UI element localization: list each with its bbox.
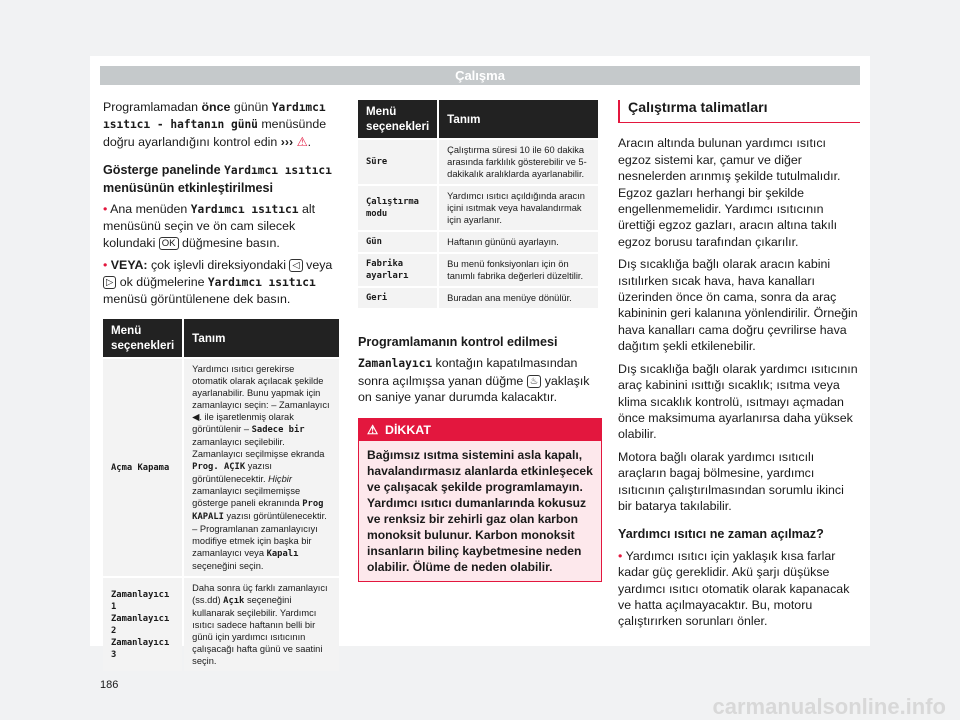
watermark: carmanualsonline.info (712, 694, 946, 719)
right-arrow-key-icon: ▷ (103, 276, 116, 289)
table-row: Çalıştırma modu Yardımcı ısıtıcı açıldığında aracın içini ısıtmak veya havalandırmak için ayarlanır. (358, 186, 598, 230)
check-heading: Programlamanın kontrol edilmesi (358, 335, 558, 349)
menu-options-table (101, 317, 341, 673)
left-arrow-key-icon: ◁ (289, 259, 302, 272)
page-number: 186 (100, 679, 119, 691)
bullet-item: • VEYA: çok işlevli direksiyondaki ◁ veya ▷ ok düğmelerine Yardımcı ısıtıcı menüsü görüntülenene dek basın. (103, 258, 333, 307)
table-row: Zamanlayıcı 1 Zamanlayıcı 2 Zamanlayıcı 3 Daha sonra üç farklı zamanlayıcı (ss.dd) Açık seçeneğini kullanarak seçilebilir. Yardımcı ısıtıcı sadece haftanın belli bir günü için yardımcı ısıtıcının çalışacağı hafta günü ve saatini seçin. (103, 578, 339, 671)
menu-options-table-2 (356, 98, 600, 310)
column-header: Tanım (184, 319, 339, 357)
column-header: Tanım (439, 100, 598, 138)
ok-key-icon: OK (159, 237, 179, 250)
activation-heading: Gösterge panelinde Yardımcı ısıtıcı menüsünün etkinleştirilmesi (103, 163, 332, 195)
warning-box: ⚠ DİKKAT Bağımsız ısıtma sistemini asla kapalı, havalandırmasız alanlarda etkinleşecek ve çalışacak şekilde programlamayın. Yardımcı ısıtıcı dumanlarında kokusuz ve renksiz bir zehirli gaz olan karbon monoksit bulunur. Karbon monoksit insanların bilinç kaybetmesine neden olabilir. Ölüme de neden olabilir. (358, 418, 602, 582)
table-row: Fabrika ayarları Bu menü fonksiyonları için ön tanımlı fabrika değerleri düzeltilir. (358, 254, 598, 286)
section-title: Çalıştırma talimatları (618, 100, 860, 123)
left-column (103, 99, 343, 673)
chapter-header: Çalışma (100, 66, 860, 85)
bullet-icon: • (103, 258, 108, 273)
table-row: Açma Kapama Yardımcı ısıtıcı gerekirse otomatik olarak açılacak şekilde ayarlanabilir. Bunu yapmak için zamanlayıcı seçin: – Zamanlayıcı ◀. ile işaretlenmiş olarak görüntülenir – Sadece bir zamanlayıcı seçilebilir. Zamanlayıcı seçilmişse ekranda Prog. AÇIK yazısı görüntülenecektir. Hiçbir zamanlayıcı seçilmemişse gösterge paneli ekranında Prog KAPALI yazısı görüntülenecektir. – Programlanan zamanlayıcıyı modifiye etmek için başka bir zamanlayıcı veya Kapalı seçeneğini seçin. (103, 359, 339, 576)
table-row: Gün Haftanın gününü ayarlayın. (358, 232, 598, 252)
check-paragraph: Zamanlayıcı kontağın kapatılmasından sonra açılmışsa yanan düğme ♨ yaklaşık on saniye yanar durumda kalacaktır. (358, 356, 590, 405)
table-row: Geri Buradan ana menüye dönülür. (358, 288, 598, 308)
bullet-item: • Ana menüden Yardımcı ısıtıcı alt menüsünü seçin ve ön cam silecek kolundaki OK düğmesine basın. (103, 202, 316, 250)
column-header: Menü seçenekleri (103, 319, 182, 357)
heater-button-icon: ♨ (527, 375, 542, 388)
warning-icon: ⚠ (296, 134, 308, 149)
right-column: Çalıştırma talimatları Aracın altında bulunan yardımcı ısıtıcı egzoz sistemi kar, çamur ve diğer nesnelerden arınmış şekilde tutulmalıdır. Egzoz gazları herhangi bir şekilde engellenmemelidir. Yardımcı ısıtıcının ürettiği egzoz gazları, aracın altına takılı egzoz borusu tarafından çıkarılır. Dış sıcaklığa bağlı olarak aracın kabini ısıtılırken sıcak hava, hava kanalları üzerinden önce ön cama, sonra da araç kabininin geri kalanına yönlendirilir. Örneğin hava kanalları cama doğru çevrilirse hava dağıtım şekli etkilenebilir. Dış sıcaklığa bağlı olarak yardımcı ısıtıcının araç kabinini ısıttığı sıcaklık; ısıtma veya klima sıcaklık kontrolü, ısıtmayı açmadan önce maksimuma ayarlanırsa daha yüksek olabilir. Motora bağlı olarak yardımcı ısıtıcılı araçların bagaj bölmesine, yardımcı ısıtıcının çalıştırılmasından sorumlu ikinci bir batarya takılabilir. Yardımcı ısıtıcı ne zaman açılmaz? • Yardımcı ısıtıcı için yaklaşık kısa farlar kadar güç gereklidir. Akü şarjı düşükse yardımcı ısıtıcı otomatik olarak kapanacak ve hatta açılmayacaktır. Bu, motoru çalıştırırken sorunları önler. (618, 100, 860, 636)
warning-icon: ⚠ (367, 422, 379, 437)
bullet-icon: • (618, 548, 623, 563)
middle-column (358, 100, 602, 582)
bullet-icon: • (103, 202, 108, 217)
intro-paragraph: Programlamadan önce günün Yardımcı ısıtıcı - haftanın günü menüsünde doğru ayarlandığını kontrol edin ››› ⚠. (103, 100, 327, 149)
table-row: Süre Çalıştırma süresi 10 ile 60 dakika arasında farklılık gösterebilir ve 5-dakikalık aralıklarda ayarlanabilir. (358, 140, 598, 184)
subheading: Yardımcı ısıtıcı ne zaman açılmaz? (618, 527, 824, 542)
bullet-item: • Yardımcı ısıtıcı için yaklaşık kısa farlar kadar güç gereklidir. Akü şarjı düşükse yardımcı ısıtıcı otomatik olarak kapanacak ve hatta açılmayacaktır. Bu, motoru çalıştırırken sorunları önler. (618, 548, 850, 629)
column-header: Menü seçenekleri (358, 100, 437, 138)
